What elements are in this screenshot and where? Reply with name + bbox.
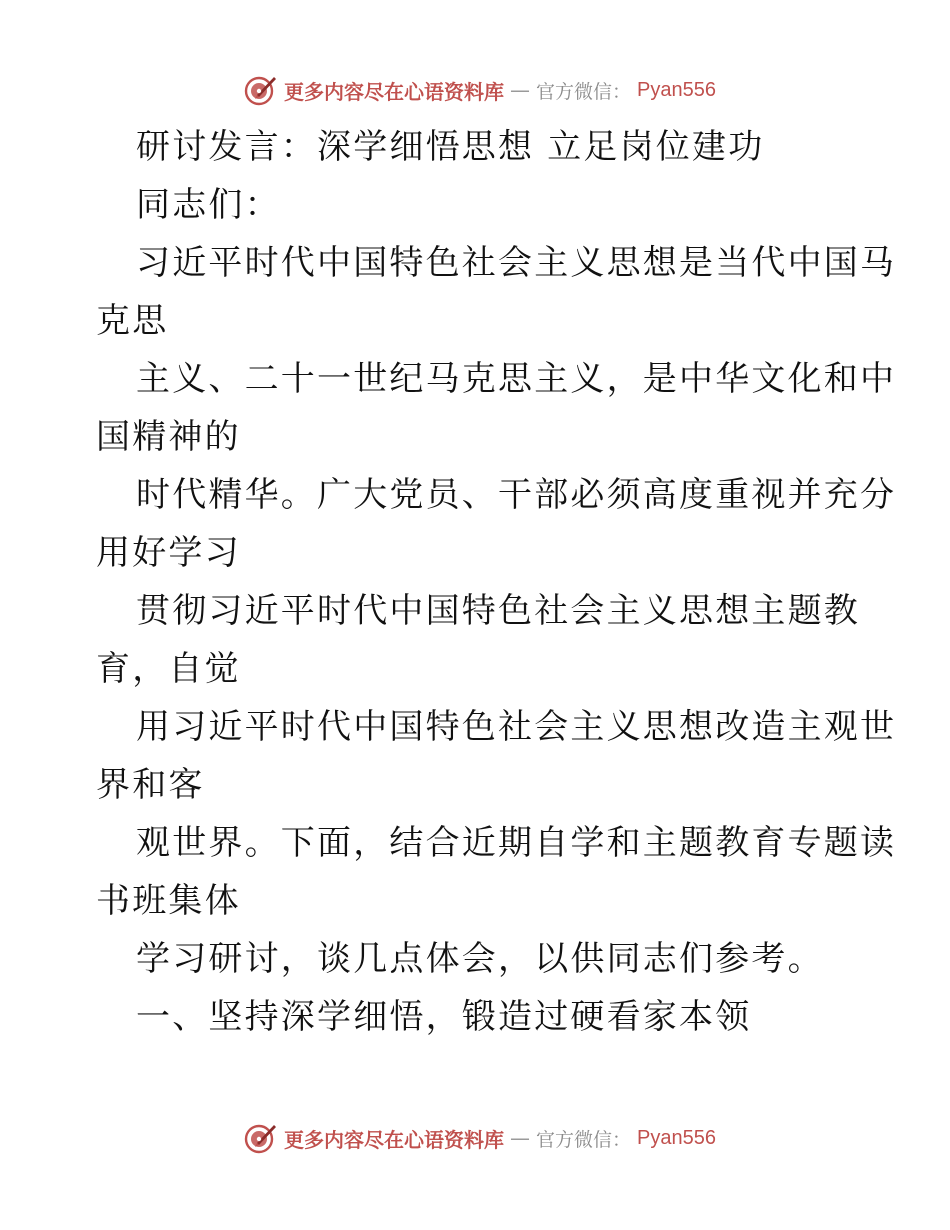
paragraph-line: 育，自觉: [96, 649, 241, 689]
banner-wechat-account: Pyan556: [637, 1126, 716, 1149]
banner-wechat-label: 官方微信：: [536, 1128, 632, 1151]
header-banner: [0, 70, 950, 110]
banner-dash: —: [510, 78, 530, 102]
header-banner-content: [244, 73, 716, 107]
paragraph-line: 用好学习: [96, 533, 241, 573]
document-body: [0, 118, 950, 1046]
paragraph-line: 贯彻习近平时代中国特色社会主义思想主题教: [136, 591, 860, 631]
section-heading: 一、坚持深学细悟，锻造过硬看家本领: [136, 997, 752, 1037]
document-title: 研讨发言：深学细悟思想 立足岗位建功: [136, 127, 765, 167]
banner-wechat-label: 官方微信：: [536, 80, 632, 103]
paragraph-line: 学习研讨，谈几点体会，以供同志们参考。: [136, 939, 824, 979]
paragraph-line: 观世界。下面，结合近期自学和主题教育专题读: [136, 823, 897, 863]
salutation: 同志们：: [136, 185, 281, 225]
paragraph-line: 界和客: [96, 765, 205, 805]
paragraph-line: 习近平时代中国特色社会主义思想是当代中国马: [136, 243, 897, 283]
paragraph-line: 用习近平时代中国特色社会主义思想改造主观世: [136, 707, 897, 747]
banner-dash: —: [510, 1126, 530, 1150]
pen-nib-logo-icon: [244, 1121, 278, 1155]
footer-banner: [0, 1118, 950, 1158]
paragraph-line: 克思: [96, 301, 169, 341]
pen-nib-logo-icon: [244, 73, 278, 107]
banner-wechat-account: Pyan556: [637, 78, 716, 101]
paragraph-line: 国精神的: [96, 417, 241, 457]
footer-banner-content: [244, 1121, 716, 1155]
banner-site-text: 更多内容尽在心语资料库: [284, 79, 504, 104]
paragraph-line: 主义、二十一世纪马克思主义，是中华文化和中: [136, 359, 897, 399]
paragraph-line: 书班集体: [96, 881, 241, 921]
banner-site-text: 更多内容尽在心语资料库: [284, 1127, 504, 1152]
paragraph-line: 时代精华。广大党员、干部必须高度重视并充分: [136, 475, 897, 515]
